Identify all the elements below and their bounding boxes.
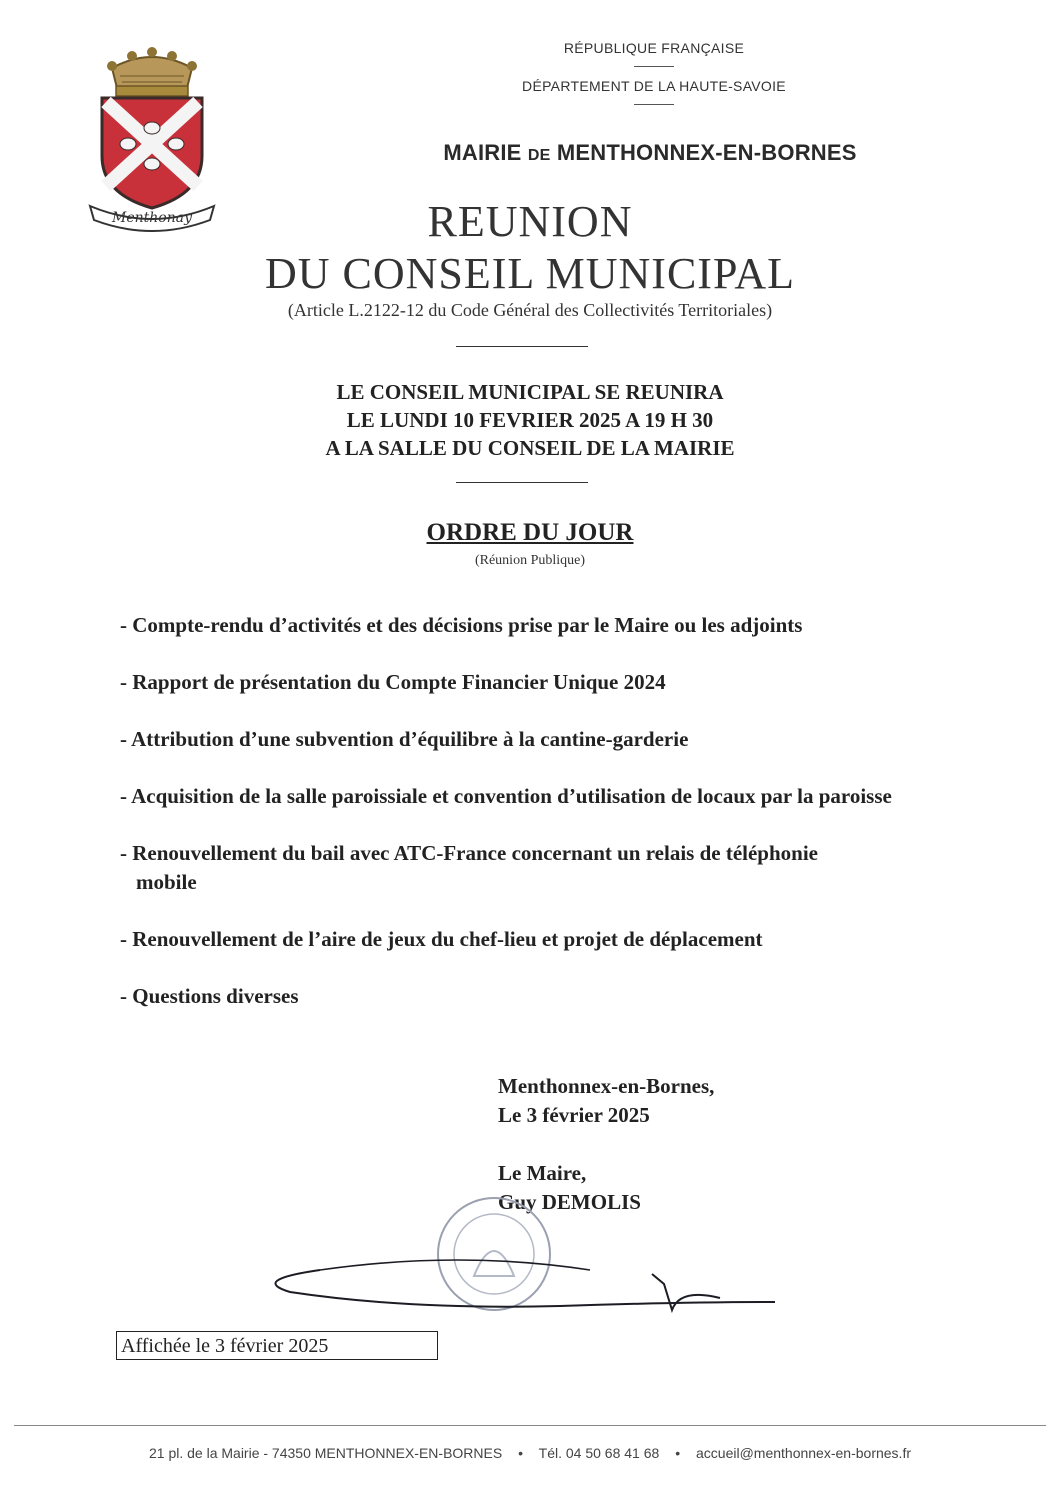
mairie-heading (330, 140, 970, 166)
page-title-line-2: DU CONSEIL MUNICIPAL (264, 249, 796, 298)
ribbon-icon (90, 206, 214, 231)
footer-email: accueil@menthonnex-en-bornes.fr (696, 1445, 911, 1461)
handwritten-signature-icon (260, 1240, 780, 1320)
divider (634, 104, 674, 105)
agenda-item: - Renouvellement de l’aire de jeux du chef-lieu et projet de déplacement (120, 927, 763, 951)
signature-date: Le 3 février 2025 (498, 1103, 650, 1127)
agenda-item: - Rapport de présentation du Compte Financier Unique 2024 (120, 670, 666, 694)
convocation-location: A LA SALLE DU CONSEIL DE LA MAIRIE (325, 436, 735, 460)
page-title-line-1: REUNION (427, 197, 633, 246)
agenda-item: - Compte-rendu d’activités et des décisions prise par le Maire ou les adjoints (120, 613, 803, 637)
mairie-name: MENTHONNEX-EN-BORNES (556, 140, 857, 165)
footer-separator: • (518, 1445, 524, 1461)
shield-icon (102, 98, 202, 208)
crown-icon (107, 47, 197, 96)
posted-date-box: Affichée le 3 février 2025 (116, 1331, 438, 1360)
divider (456, 346, 588, 347)
agenda-item: - Renouvellement du bail avec ATC-France concernant un relais de téléphonie mobile (120, 841, 819, 894)
signature-place: Menthonnex-en-Bornes, (498, 1074, 715, 1098)
republique-label: RÉPUBLIQUE FRANÇAISE (563, 40, 745, 56)
crest-motto: Menthonay (112, 210, 192, 226)
footer-phone: Tél. 04 50 68 41 68 (538, 1445, 660, 1461)
legal-reference: (Article L.2122-12 du Code Général des Collectivités Territoriales) (287, 300, 773, 320)
agenda-item: - Attribution d’une subvention d’équilibre à la cantine-garderie (120, 727, 689, 751)
footer-address: 21 pl. de la Mairie - 74350 MENTHONNEX-EN-BORNES (148, 1445, 503, 1461)
signature-role: Le Maire, (498, 1161, 587, 1185)
agenda-item: - Questions diverses (120, 984, 299, 1008)
convocation-date: LE LUNDI 10 FEVRIER 2025 A 19 H 30 (346, 408, 714, 432)
footer (40, 1445, 1020, 1461)
agenda-title: ORDRE DU JOUR (426, 519, 634, 546)
mairie-prefix: MAIRIE (443, 140, 522, 165)
divider (456, 482, 588, 483)
agenda-subtitle: (Réunion Publique) (474, 553, 586, 568)
signature-name: Guy DEMOLIS (498, 1190, 641, 1214)
divider (634, 66, 674, 67)
footer-separator: • (675, 1445, 681, 1461)
agenda-list (120, 611, 960, 1039)
mairie-de: DE (527, 147, 551, 164)
agenda-item: - Acquisition de la salle paroissiale et convention d’utilisation de locaux par la paroisse (120, 784, 892, 808)
departement-label: DÉPARTEMENT DE LA HAUTE-SAVOIE (522, 78, 786, 94)
convocation-line: LE CONSEIL MUNICIPAL SE REUNIRA (336, 380, 724, 404)
footer-divider (14, 1425, 1046, 1426)
